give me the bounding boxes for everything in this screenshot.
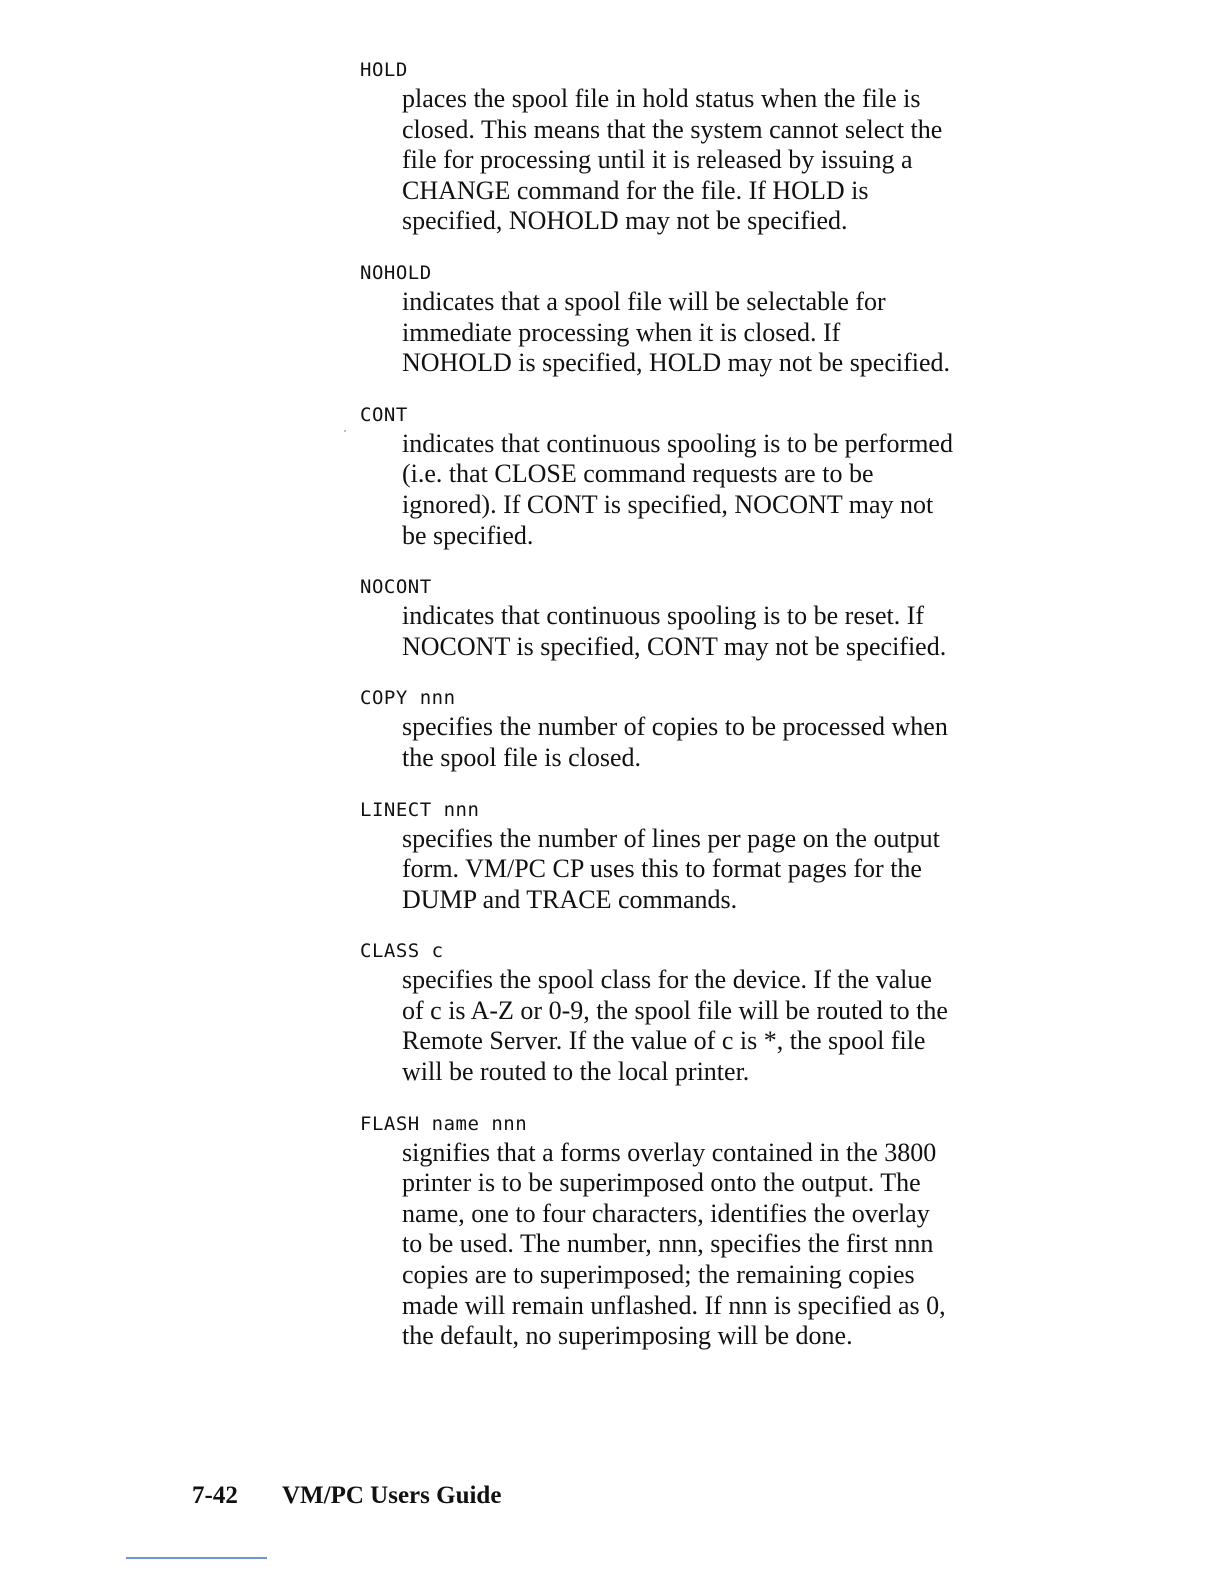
scan-speck: [344, 430, 346, 432]
description-line: made will remain unflashed. If nnn is specified as 0,: [402, 1290, 946, 1320]
operand-term: NOCONT: [360, 576, 432, 599]
operand-description: [402, 429, 1002, 551]
operand-entry: [360, 401, 1020, 551]
description-line: printer is to be superimposed onto the output. The: [402, 1168, 921, 1198]
description-line: indicates that a spool file will be selectable for: [402, 286, 886, 316]
page-footer: [192, 1482, 501, 1510]
operand-entry: [360, 937, 1020, 1087]
operand-entry: [360, 56, 1020, 237]
description-line: NOCONT is specified, CONT may not be specified.: [402, 631, 947, 661]
operand-description: [402, 965, 1002, 1087]
description-line: the spool file is closed.: [402, 742, 642, 772]
operand-description: [402, 287, 1002, 379]
page-number: 7-42: [192, 1482, 238, 1509]
description-line: specifies the spool class for the device. If the value: [402, 965, 932, 995]
description-line: DUMP and TRACE commands.: [402, 884, 738, 914]
operand-description: [402, 601, 1002, 662]
description-line: be specified.: [402, 520, 534, 550]
operand-term: NOHOLD: [360, 261, 432, 284]
description-line: CHANGE command for the file. If HOLD is: [402, 175, 869, 205]
description-line: Remote Server. If the value of c is *, the spool file: [402, 1026, 926, 1056]
operand-entry: [360, 259, 1020, 379]
operand-term: CLASS c: [360, 940, 444, 963]
operand-entry: [360, 684, 1020, 773]
description-line: specifies the number of lines per page on the output: [402, 823, 940, 853]
description-line: places the spool file in hold status when the file is: [402, 84, 921, 113]
operand-description: [402, 824, 1002, 916]
operand-list: [360, 56, 1020, 1374]
description-line: NOHOLD is specified, HOLD may not be specified.: [402, 348, 951, 378]
bottom-rule: [126, 1557, 267, 1559]
description-line: indicates that continuous spooling is to be performed: [402, 428, 953, 458]
description-line: specified, NOHOLD may not be specified.: [402, 206, 848, 236]
description-line: indicates that continuous spooling is to be reset. If: [402, 601, 925, 631]
description-line: of c is A-Z or 0-9, the spool file will be routed to the: [402, 995, 948, 1025]
operand-description: [402, 1138, 1002, 1352]
operand-term: LINECT nnn: [360, 798, 480, 821]
operand-description: [402, 712, 1002, 773]
operand-entry: [360, 796, 1020, 916]
operand-term: COPY nnn: [360, 687, 456, 710]
book-title: VM/PC Users Guide: [282, 1482, 502, 1509]
description-line: specifies the number of copies to be processed when: [402, 712, 948, 742]
description-line: form. VM/PC CP uses this to format pages for the: [402, 854, 922, 884]
operand-term: CONT: [360, 403, 408, 426]
description-line: immediate processing when it is closed. If: [402, 317, 841, 347]
description-line: signifies that a forms overlay contained in the 3800: [402, 1137, 937, 1167]
operand-term: FLASH name nnn: [360, 1112, 528, 1135]
description-line: name, one to four characters, identifies the overlay: [402, 1198, 930, 1228]
description-line: (i.e. that CLOSE command requests are to be: [402, 459, 874, 489]
operand-entry: [360, 1110, 1020, 1352]
description-line: copies are to superimposed; the remaining copies: [402, 1260, 915, 1290]
description-line: the default, no superimposing will be done.: [402, 1321, 853, 1351]
operand-term: HOLD: [360, 59, 408, 81]
description-line: ignored). If CONT is specified, NOCONT may not: [402, 489, 934, 519]
description-line: will be routed to the local printer.: [402, 1057, 750, 1087]
operand-entry: [360, 573, 1020, 662]
operand-description: [402, 84, 1002, 237]
description-line: file for processing until it is released by issuing a: [402, 145, 913, 175]
description-line: closed. This means that the system cannot select the: [402, 114, 943, 144]
description-line: to be used. The number, nnn, specifies the first nnn: [402, 1229, 934, 1259]
